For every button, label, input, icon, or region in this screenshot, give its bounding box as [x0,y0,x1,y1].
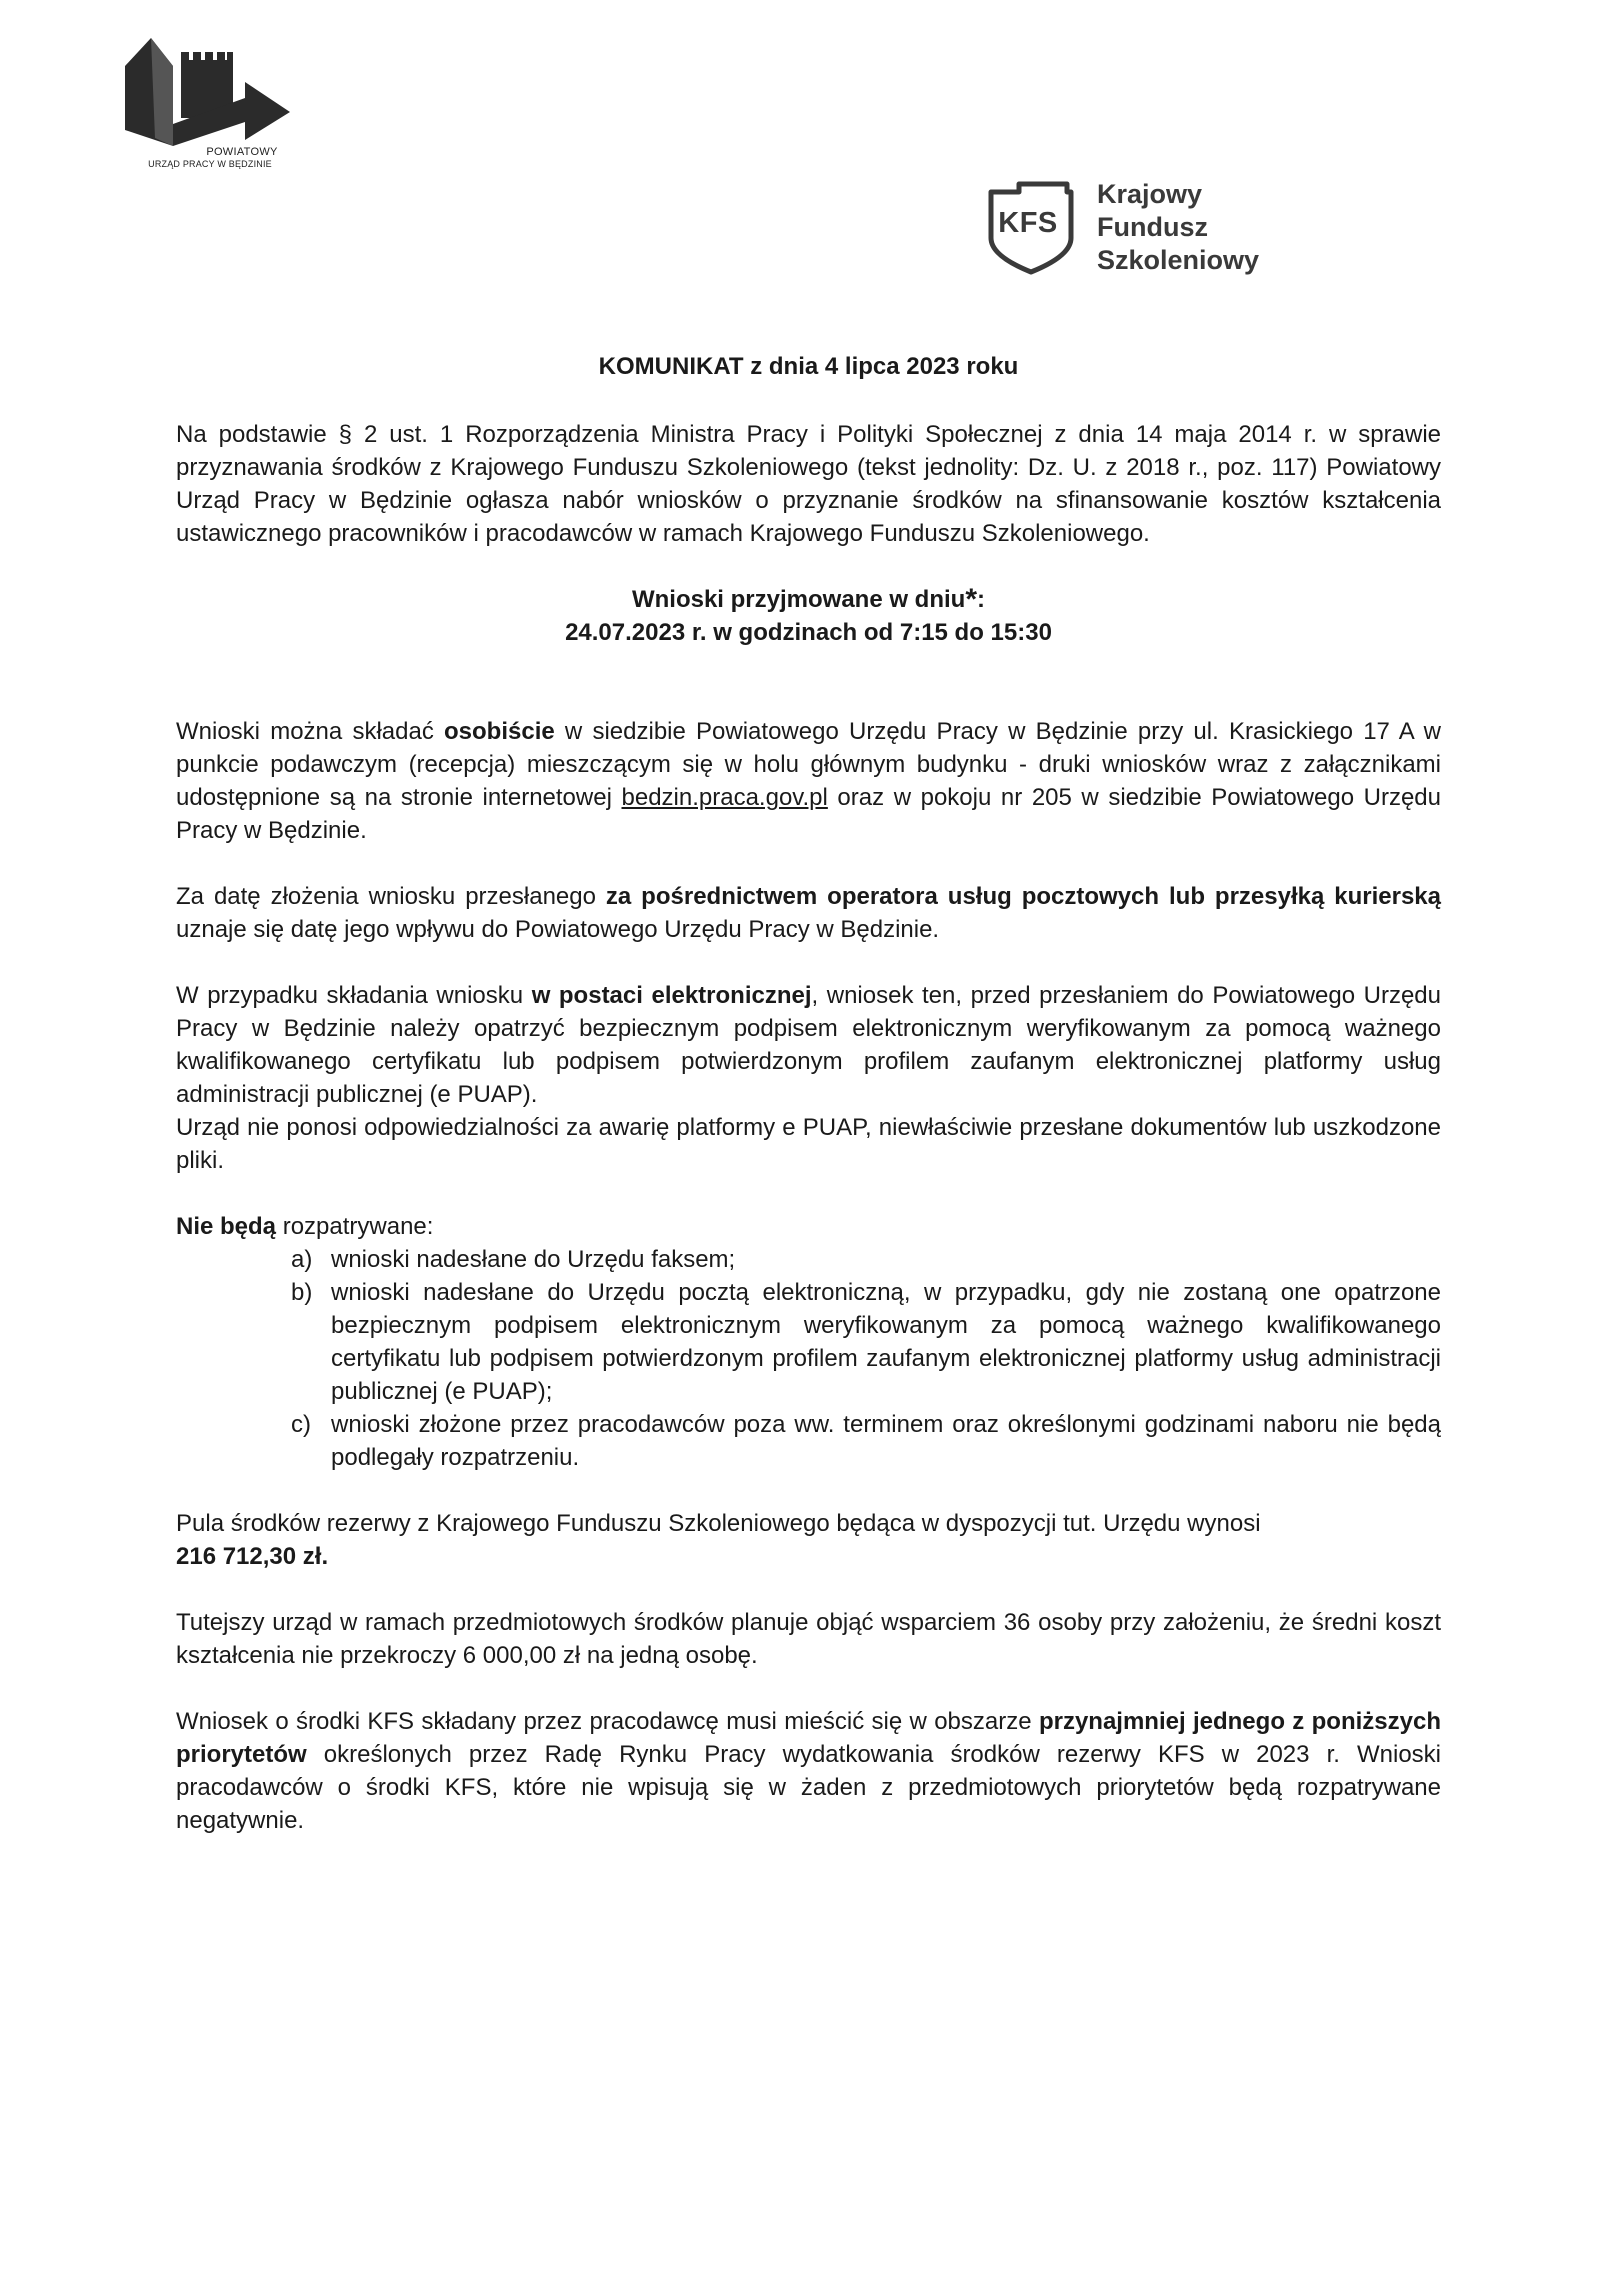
website-link[interactable]: bedzin.praca.gov.pl [621,784,828,811]
p1-bold: osobiście [444,718,555,745]
pup-logo-label-bottom: URZĄD PRACY W BĘDZINIE [148,159,272,169]
plan-paragraph: Tutejszy urząd w ramach przedmiotowych środków planuje objąć wsparciem 36 osoby przy założeniu, że średni koszt kształcenia nie przekroczy 6 000,00 zł na jedną osobę. [176,1609,1441,1669]
document-title: KOMUNIKAT z dnia 4 lipca 2023 roku [598,353,1019,380]
p2-text-b: uznaje się datę jego wpływu do Powiatowego Urzędu Pracy w Będzinie. [176,916,940,943]
reject-heading [176,1210,1441,1243]
p1-text-b: w siedzibie Powiatowego Urzędu Pracy w Będzinie przy ul. Krasickiego 17 A w punkcie podawczym (recepcja) mieszczącym się w holu głównym budynku - druki wniosków wraz z załącznikami udostępnione są na stronie internetowej [176,718,1441,811]
list-item-text: wnioski nadesłane do Urzędu faksem; [331,1246,736,1273]
kfs-line3: Szkoleniowy [1097,245,1260,275]
accept-heading-text: Wnioski przyjmowane w dniu [631,586,966,613]
p1-text-c: oraz w pokoju nr 205 w siedzibie Powiatowego Urzędu Pracy w Będzinie. [176,784,1441,844]
kfs-logo [985,180,1305,290]
list-item-text: wnioski nadesłane do Urzędu pocztą elektroniczną, w przypadku, gdy nie zostaną one opatrzone bezpiecznym podpisem elektronicznym weryfikowanym za pomocą ważnego kwalifikowanego certyfikatu lub podpisem potwierdzonym profilem zaufanym elektronicznej platformy usług administracji publicznej (e PUAP); [331,1279,1441,1405]
accept-heading [176,583,1441,616]
list-item-text: wnioski złożone przez pracodawców poza ww. terminem oraz określonymi godzinami naboru nie będą podlegały rozpatrzeniu. [331,1411,1441,1471]
priorities-paragraph [176,1705,1441,1837]
pup-logo-label-top: POWIATOWY [206,146,278,158]
kfs-mark: KFS [998,207,1058,239]
pool-amount [176,1540,1441,1573]
kfs-line1: Krajowy [1097,179,1203,209]
reject-bold: Nie będą [176,1213,277,1240]
list-marker: a) [291,1246,313,1273]
prio-bold: przynajmniej jednego z poniższych priorytetów [176,1708,1441,1768]
list-item [176,1243,1441,1276]
p1-text-a: Wnioski można składać [176,718,445,745]
pool-amount-value: 216 712,30 zł. [176,1543,329,1570]
kfs-line2: Fundusz [1097,212,1208,242]
accept-date: 24.07.2023 r. w godzinach od 7:15 do 15:30 [565,619,1052,646]
paragraph-electronic [176,979,1441,1111]
p3-text-a: W przypadku składania wniosku [176,982,532,1009]
p3-bold: w postaci elektronicznej [531,982,812,1009]
paragraph-postal [176,880,1441,946]
p2-bold: za pośrednictwem operatora usług pocztowych lub przesyłką kurierską [605,883,1441,910]
reject-rest: rozpatrywane: [276,1213,434,1240]
intro-paragraph: Na podstawie § 2 ust. 1 Rozporządzenia Ministra Pracy i Polityki Społecznej z dnia 14 maja 2014 r. w sprawie przyznawania środków z Krajowego Funduszu Szkoleniowego (tekst jednolity: Dz. U. z 2018 r., poz. 117) Powiatowy Urząd Pracy w Będzinie ogłasza nabór wniosków o przyznanie środków na sfinansowanie kosztów kształcenia ustawicznego pracowników i pracodawców w ramach Krajowego Funduszu Szkoleniowego. [176,421,1441,547]
footnote-star: * [965,583,978,616]
accept-heading-colon: : [977,586,986,613]
list-item [176,1276,1441,1408]
pool-paragraph: Pula środków rezerwy z Krajowego Funduszu Szkoleniowego będąca w dyspozycji tut. Urzędu wynosi [176,1510,1261,1537]
document-body [176,350,1441,1837]
list-marker: c) [291,1411,311,1438]
list-marker: b) [291,1279,313,1306]
list-item [176,1408,1441,1474]
pup-logo [125,38,295,178]
paragraph-liability: Urząd nie ponosi odpowiedzialności za awarię platformy e PUAP, niewłaściwie przesłane dokumentów lub uszkodzone pliki. [176,1114,1441,1174]
prio-text-a: Wniosek o środki KFS składany przez pracodawcę musi mieścić się w obszarze [176,1708,1039,1735]
p2-text-a: Za datę złożenia wniosku przesłanego [176,883,606,910]
paragraph-personal [176,715,1441,847]
pup-logo-icon [125,38,295,158]
prio-text-b: określonych przez Radę Rynku Pracy wydatkowania środków rezerwy KFS w 2023 r. Wnioski pracodawców o środki KFS, które nie wpisują się w żaden z przedmiotowych priorytetów będą rozpatrywane negatywnie. [176,1741,1441,1834]
p3-text-b: , wniosek ten, przed przesłaniem do Powiatowego Urzędu Pracy w Będzinie należy opatrzyć bezpiecznym podpisem elektronicznym weryfikowanym za pomocą ważnego kwalifikowanego certyfikatu lub podpisem potwierdzonym profilem zaufanym elektronicznej platformy usług administracji publicznej (e PUAP). [176,982,1441,1108]
kfs-wordmark [1097,178,1259,277]
reject-list [176,1243,1441,1474]
